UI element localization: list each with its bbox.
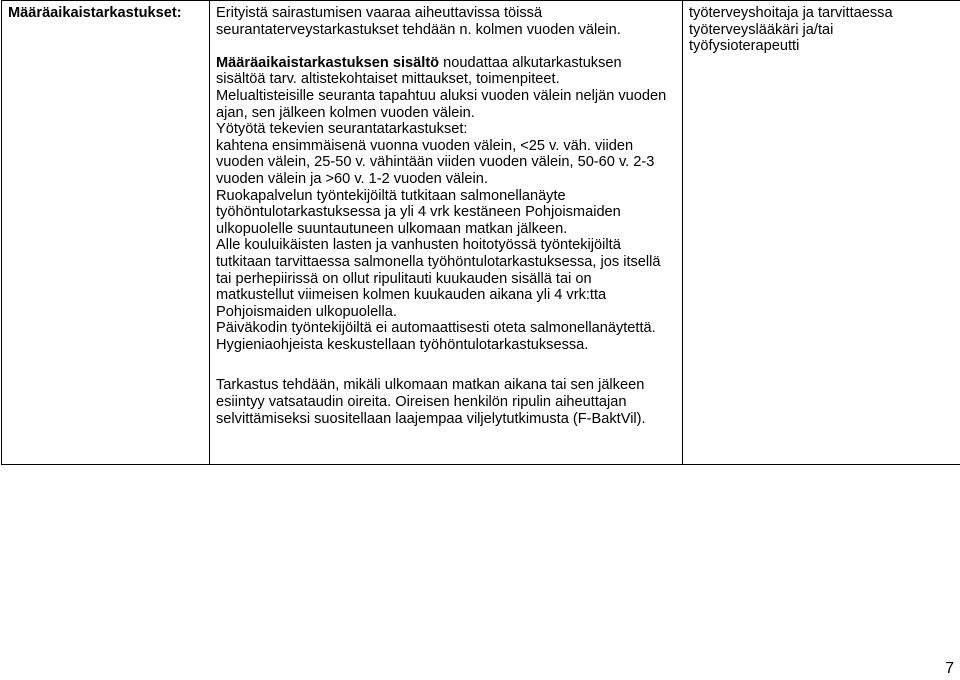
spacer <box>216 38 676 55</box>
content-line: Alle kouluikäisten lasten ja vanhusten hoitotyössä työntekijöiltä <box>216 237 621 254</box>
content-line: ulkopuolelle suuntautuneen ulkomaan matkan jälkeen. <box>216 220 568 237</box>
page-number: 7 <box>945 660 954 677</box>
responsible-line: työterveyslääkäri ja/tai <box>689 21 834 38</box>
closing-line: esiintyy vatsataudin oireita. Oireisen henkilön ripulin aiheuttajan <box>216 394 627 411</box>
content-line: Päiväkodin työntekijöiltä ei automaattisesti oteta salmonellanäytettä. <box>216 320 656 337</box>
content-line: kahtena ensimmäisenä vuonna vuoden välein, <25 v. väh. viiden <box>216 137 634 154</box>
label-cell <box>2 1 210 465</box>
content-heading: Määräaikaistarkastuksen sisältö <box>216 54 440 71</box>
content-line: ajan, sen jälkeen kolmen vuoden välein. <box>216 104 475 121</box>
content-line: Pohjoismaiden ulkopuolella. <box>216 303 397 320</box>
responsible-line: työterveyshoitaja ja tarvittaessa <box>689 5 893 21</box>
intro-line-1: Erityistä sairastumisen vaaraa aiheuttavissa töissä <box>216 5 543 21</box>
content-line: Ruokapalvelun työntekijöiltä tutkitaan salmonellanäyte <box>216 187 566 204</box>
closing-line: selvittämiseksi suositellaan laajempaa viljelytutkimusta (F-BaktVil). <box>216 410 646 427</box>
responsible-cell <box>683 1 960 465</box>
content-line: vuoden välein, 25-50 v. vähintään viiden vuoden välein, 50-60 v. 2-3 <box>216 154 655 171</box>
content-heading-rest: noudattaa alkutarkastuksen <box>439 54 622 71</box>
content-line: Melualtisteisille seuranta tapahtuu aluksi vuoden välein neljän vuoden <box>216 87 667 104</box>
content-heading-line <box>216 55 676 72</box>
responsible-line: työfysioterapeutti <box>689 38 800 55</box>
content-line: Hygieniaohjeista keskustellaan työhöntulotarkastuksessa. <box>216 336 589 353</box>
document-table <box>1 0 960 465</box>
closing-line: Tarkastus tehdään, mikäli ulkomaan matkan aikana tai sen jälkeen <box>216 377 645 394</box>
section-label: Määräaikaistarkastukset: <box>8 5 182 21</box>
content-line: Yötyötä tekevien seurantatarkastukset: <box>216 121 468 138</box>
content-line: sisältöä tarv. altistekohtaiset mittaukset, toimenpiteet. <box>216 71 560 88</box>
table-row <box>2 1 960 465</box>
content-cell <box>210 1 683 465</box>
content-line: tutkitaan tarvittaessa salmonella työhöntulotarkastuksessa, jos itsellä <box>216 253 661 270</box>
content-line: matkustellut viimeisen kolmen kuukauden aikana yli 4 vrk:tta <box>216 287 607 304</box>
content-line: tai perhepiirissä on ollut ripulitauti kuukauden sisällä tai on <box>216 270 592 287</box>
intro-line-2: seurantaterveystarkastukset tehdään n. kolmen vuoden välein. <box>216 21 621 38</box>
content-line: työhöntulotarkastuksessa ja yli 4 vrk kestäneen Pohjoismaiden <box>216 204 621 221</box>
content-line: vuoden välein ja >60 v. 1-2 vuoden välein. <box>216 170 488 187</box>
spacer <box>216 353 676 377</box>
